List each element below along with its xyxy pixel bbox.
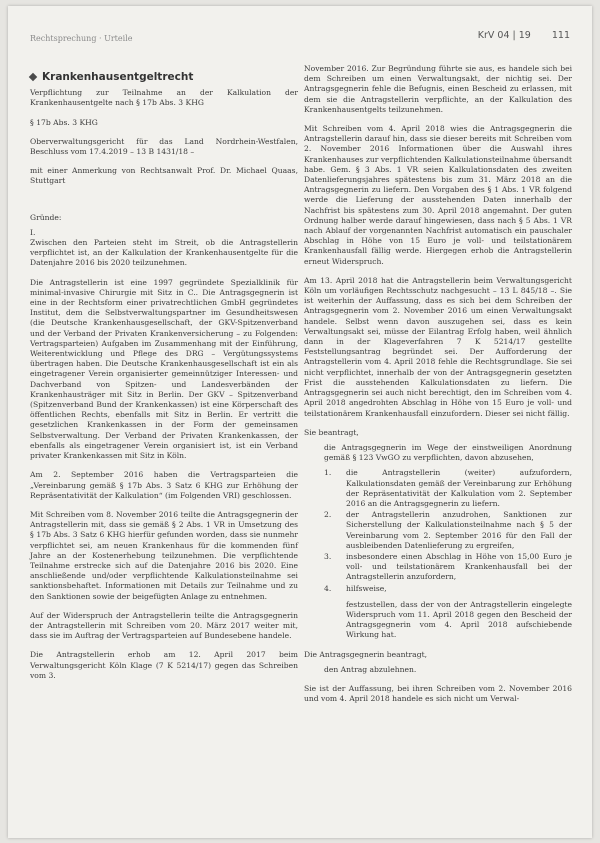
paragraph: Sie ist der Auffassung, bei ihren Schreiben vom 2. November 2016 und vom 4. April 2018 handele es sich nicht um Verwal- <box>304 683 572 704</box>
header-journal: KrV 04 | 19 <box>477 30 531 41</box>
paragraph: Die Antragstellerin erhob am 12. April 2017 beim Verwaltungsgericht Köln Klage (7 K 5214/17) gegen das Schreiben vom 3. <box>30 650 298 680</box>
respondent-motion: Die Antragsgegnerin beantragt, <box>304 649 428 659</box>
paragraph: Die Antragstellerin ist eine 1997 gegründete Spezialklinik für minimal-invasive Chirurgie mit Sitz in C.. Die Antragsgegnerin ist eine in der Rechtsform einer privatrechtlichen GmbH gegründetes Institut, dem die Selbstverwaltungspartner im Gesundheitswesen (die Deutsche Krankenhausgesellschaft, der GKV-Spitzenverband und der Verband der Privaten Krankenversicherung – zu Folgenden: Vertragsparteien) Aufgaben im Zusammenhang mit der Einführung, Weiterentwicklung und Pflege des DRG – Vergütungssystems übertragen haben. Die Deutsche Krankenhausgesellschaft ist ein als eingetragener Verein organisierter gemeinnütziger Interessen- und Dachverband von Spitzen- und Landesverbänden der Krankenhausträger mit Sitz in Berlin. Der GKV – Spitzenverband (Spitzenverband Bund der Krankenkassen) ist eine Körperschaft des öffentlichen Rechts, ebenfalls mit Sitz in Berlin. Er vertritt die gesetzlichen Krankenkassen in der Form der gemeinsamen Selbstverwaltung. Der Verband der Privaten Krankenkassen, der ebenfalls als eingetragener Verein organisiert ist, ist ein Verband privater Krankenkassen mit Sitz in Köln. <box>30 277 298 461</box>
subtitle: Verpflichtung zur Teilnahme an der Kalkulation der Krankenhausentgelte nach § 17b Abs. 3 KHG <box>30 88 298 108</box>
section-title <box>30 72 298 82</box>
gruende-heading: Gründe: <box>30 212 62 222</box>
list-item: 2. der Antragstellerin anzudrohen, Sanktionen zur Sicherstellung der Kalkulationsteilnahme nach § 5 der Vereinbarung vom 2. September 2016 für den Fall der ausbleibenden Datenlieferung zu ergreifen, <box>324 510 572 550</box>
roman-numeral: I. <box>30 227 36 237</box>
paragraph: Mit Schreiben vom 8. November 2016 teilte die Antragsgegnerin der Antragstellerin mit, dass sie gemäß § 2 Abs. 1 VR in Umsetzung des § 17b Abs. 3 Satz 6 KHG hierfür gefunden worden, dass sie nunmehr verpflichtet sei, am neuen Krankenhaus für die kommenden fünf Jahre an der Kostenerhebung teilzunehmen. Die verpflichtende Teilnahme erstrecke sich auf die Datenjahre 2016 bis 2020. Eine anschließende und/oder verpflichtende Kalkulationsteilnahme sei sanktionsbehaftet. Informationen mit Details zur Teilnahme und zu den Sanktionen sowie der beigefügten Anlage zu entnehmen. <box>30 509 298 601</box>
header-section-label: Rechtsprechung · Urteile <box>30 34 133 43</box>
norm: § 17b Abs. 3 KHG <box>30 117 98 127</box>
diamond-bullet-icon <box>29 73 37 81</box>
header-journal-info <box>478 30 570 41</box>
page-header <box>30 28 570 46</box>
motion-lead: die Antragsgegnerin im Wege der einstweiligen Anordnung gemäß § 123 VwGO zu verpflichten, davon abzusehen, <box>324 442 572 463</box>
list-item: 3. insbesondere einen Abschlag in Höhe von 15,00 Euro je voll- und teilstationärem Krankenhausfall bei der Antragstellerin anzufordern, <box>324 551 572 582</box>
right-column <box>304 64 572 713</box>
motion-list <box>324 468 572 593</box>
left-column <box>30 64 298 690</box>
document-page <box>8 6 592 838</box>
respondent-motion-text: den Antrag abzulehnen. <box>324 664 417 674</box>
paragraph: Auf der Widerspruch der Antragstellerin teilte die Antragsgegnerin der Antragstellerin mit Schreiben vom 20. März 2017 weiter mit, dass sie im Auftrag der Vertragsparteien auf Bundesebene handele. <box>30 610 298 641</box>
paragraph: Am 13. April 2018 hat die Antragstellerin beim Verwaltungsgericht Köln um vorläufigen Rechtsschutz nachgesucht – 13 L 845/18 –. Sie ist weiterhin der Auffassung, dass es sich bei dem Schreiben der Antragsgegnerin vom 2. November 2016 um einen Verwaltungsakt handele. Selbst wenn davon auszugehen sei, dass es kein Verwaltungsakt sei, müsse der Eilantrag Erfolg haben, weil ähnlich dann in der Klageverfahren 7 K 5214/17 gestellte Feststellungsantrag begründet sei. Der Aufforderung der Antragstellerin vom 4. April 2018 fehle die Rechtsgrundlage. Sie sei nicht verpflichtet, innerhalb der von der Antragsgegnerin gesetzten Frist die ausstehenden Kalkulationsdaten zu liefern. Die Antragsgegnerin sei auch nicht berechtigt, den im Schreiben vom 4. April 2018 angedrohten Abschlag in Höhe von 15 Euro je voll- und teilstationärem Krankenhausfall einzufordern. Dieser sei nicht fällig. <box>304 275 572 418</box>
motion-intro: Sie beantragt, <box>304 427 359 437</box>
list-item: 1. die Antragstellerin (weiter) aufzufordern, Kalkulationsdaten gemäß der Vereinbarung zur Erhöhung der Repräsentativität der Kalkulation vom 2. September 2016 an die Antragsgegnerin zu liefern. <box>324 468 572 508</box>
annotation-note: mit einer Anmerkung von Rechtsanwalt Prof. Dr. Michael Quaas, Stuttgart <box>30 166 298 186</box>
paragraph: Mit Schreiben vom 4. April 2018 wies die Antragsgegnerin die Antragstellerin darauf hin, dass sie dieser bereits mit Schreiben vom 2. November 2016 Informationen über die Auswahl ihres Krankenhauses zur verpflichtenden Kalkulationsteilnahme übersandt habe. Gem. § 3 Abs. 1 VR seien Kalkulationsdaten des zweiten Datenlieferungsjahres spätestens bis zum 31. März 2018 an die Antragsgegnerin zu liefern. Den Vorgaben des § 1 Abs. 1 VR folgend werde die Lieferung der ausstehenden Daten innerhalb der Nachfrist bis spätestens zum 30. April 2018 angemahnt. Der guten Ordnung halber werde darauf hingewiesen, dass nach § 5 Abs. 1 VR nach Ablauf der vorgenannten Nachfrist automatisch ein pauschaler Abschlag in Höhe von 15 Euro je voll- und teilstationärem Krankenhausfall fällig werde. Hiergegen erhob die Antragstellerin erneut Widerspruch. <box>304 124 572 266</box>
paragraph: Zwischen den Parteien steht im Streit, ob die Antragstellerin verpflichtet ist, an der Kalkulation der Krankenhausentgelte für die Datenjahre 2016 bis 2020 teilzunehmen. <box>30 238 298 268</box>
section-title-text: Krankenhausentgeltrecht <box>42 71 194 83</box>
auxiliary-motion: festzustellen, dass der von der Antragstellerin eingelegte Widerspruch vom 11. April 2018 gegen den Bescheid der Antragsgegnerin vom 4. April 2018 aufschiebende Wirkung hat. <box>346 599 572 640</box>
paragraph: November 2016. Zur Begründung führte sie aus, es handele sich bei dem Schreiben um einen Verwaltungsakt, der nichtig sei. Der Antragsgegnerin fehle die Befugnis, einen Bescheid zu erlassen, mit dem sie die Antragstellerin verpflichte, an der Kalkulation des Krankenhausentgelts teilzunehmen. <box>304 64 572 114</box>
paragraph: Am 2. September 2016 haben die Vertragsparteien die „Vereinbarung gemäß § 17b Abs. 3 Satz 6 KHG zur Erhöhung der Repräsentativität der Kalkulation“ (im Folgenden VRI) geschlossen. <box>30 470 298 500</box>
list-item: 4. hilfsweise, <box>324 583 387 593</box>
court-decision: Oberverwaltungsgericht für das Land Nordrhein-Westfalen, Beschluss vom 17.4.2019 – 13 B 1431/18 – <box>30 136 298 157</box>
header-page-number: 111 <box>551 30 570 41</box>
